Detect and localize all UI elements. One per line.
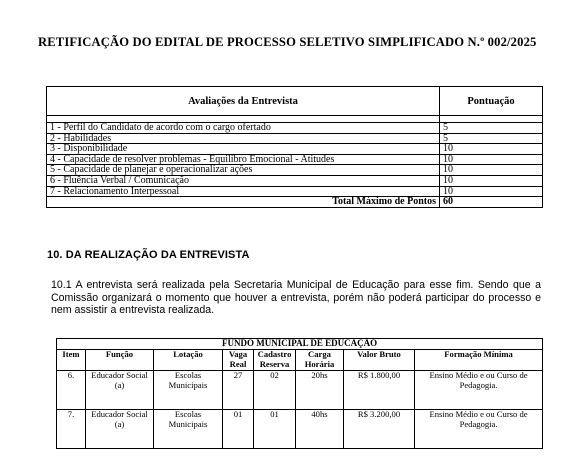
table-row [47,133,543,144]
table-row [47,175,543,186]
table-row [47,165,543,176]
vacancy-cell: 27 [223,371,254,410]
criterion-cell: 5 - Capacidade de planejar e operacionalizar ações [47,165,440,176]
item-cell: 7. [57,410,86,449]
interview-evaluation-table [46,86,543,208]
column-header-item: Item [57,350,86,371]
criterion-cell: 6 - Fluência Verbal / Comunicação [47,175,440,186]
table-row [47,123,543,134]
document-title: RETIFICAÇÃO DO EDITAL DE PROCESSO SELETIVO SIMPLIFICADO N.º 002/2025 [38,35,537,49]
section-paragraph: 10.1 A entrevista será realizada pela Secretaria Municipal de Educação para esse fim. Sendo que a Comissão organizará o momento que houver a entrevista, porém não poderá participar do processo e nem assistir a entrevista realizada. [51,279,541,316]
table-row [47,186,543,197]
salary-cell: R$ 1.800,00 [344,371,415,410]
criterion-cell: 2 - Habilidades [47,133,440,144]
points-cell: 5 [440,133,543,144]
education-cell: Ensino Médio e ou Curso de Pedagogia. [415,371,543,410]
table-header-row [47,87,543,116]
table-row [47,144,543,155]
vacancy-cell: 01 [223,410,254,449]
education-cell: Ensino Médio e ou Curso de Pedagogia. [415,410,543,449]
column-header-hours: Carga Horária [296,350,344,371]
section-heading: 10. DA REALIZAÇÃO DA ENTREVISTA [47,249,250,261]
column-header-criteria: Avaliações da Entrevista [47,87,440,116]
points-cell: 10 [440,165,543,176]
column-header-location: Lotação [154,350,223,371]
points-cell: 10 [440,154,543,165]
function-cell: Educador Social (a) [86,371,154,410]
column-header-points: Pontuação [440,87,543,116]
criterion-cell: 3 - Disponibilidade [47,144,440,155]
points-cell: 5 [440,123,543,134]
hours-cell: 40hs [296,410,344,449]
location-cell: Escolas Municipais [154,410,223,449]
points-cell: 10 [440,175,543,186]
fund-positions-table [56,338,543,449]
column-header-salary: Valor Bruto [344,350,415,371]
criterion-cell: 1 - Perfil do Candidato de acordo com o cargo ofertado [47,123,440,134]
location-cell: Escolas Municipais [154,371,223,410]
points-cell: 10 [440,144,543,155]
criterion-cell: 7 - Relacionamento Interpessoal [47,186,440,197]
column-header-reserve: Cadastro Reserva [254,350,296,371]
column-header-function: Função [86,350,154,371]
criterion-cell: 4 - Capacidade de resolver problemas - Equilibro Emocional - Atitudes [47,154,440,165]
table-row [47,154,543,165]
points-cell: 10 [440,186,543,197]
reserve-cell: 02 [254,371,296,410]
total-value: 60 [440,197,543,208]
total-row [47,197,543,208]
table-row [57,410,543,449]
total-label: Total Máximo de Pontos [47,197,440,208]
salary-cell: R$ 3.200,00 [344,410,415,449]
column-header-vacancy: Vaga Real [223,350,254,371]
fund-title-row [57,339,543,350]
column-header-education: Formação Mínima [415,350,543,371]
reserve-cell: 01 [254,410,296,449]
fund-title: FUNDO MUNICIPAL DE EDUCAÇÃO [57,339,543,350]
table-header-row [57,350,543,371]
hours-cell: 20hs [296,371,344,410]
table-row [57,371,543,410]
function-cell: Educador Social (a) [86,410,154,449]
item-cell: 6. [57,371,86,410]
